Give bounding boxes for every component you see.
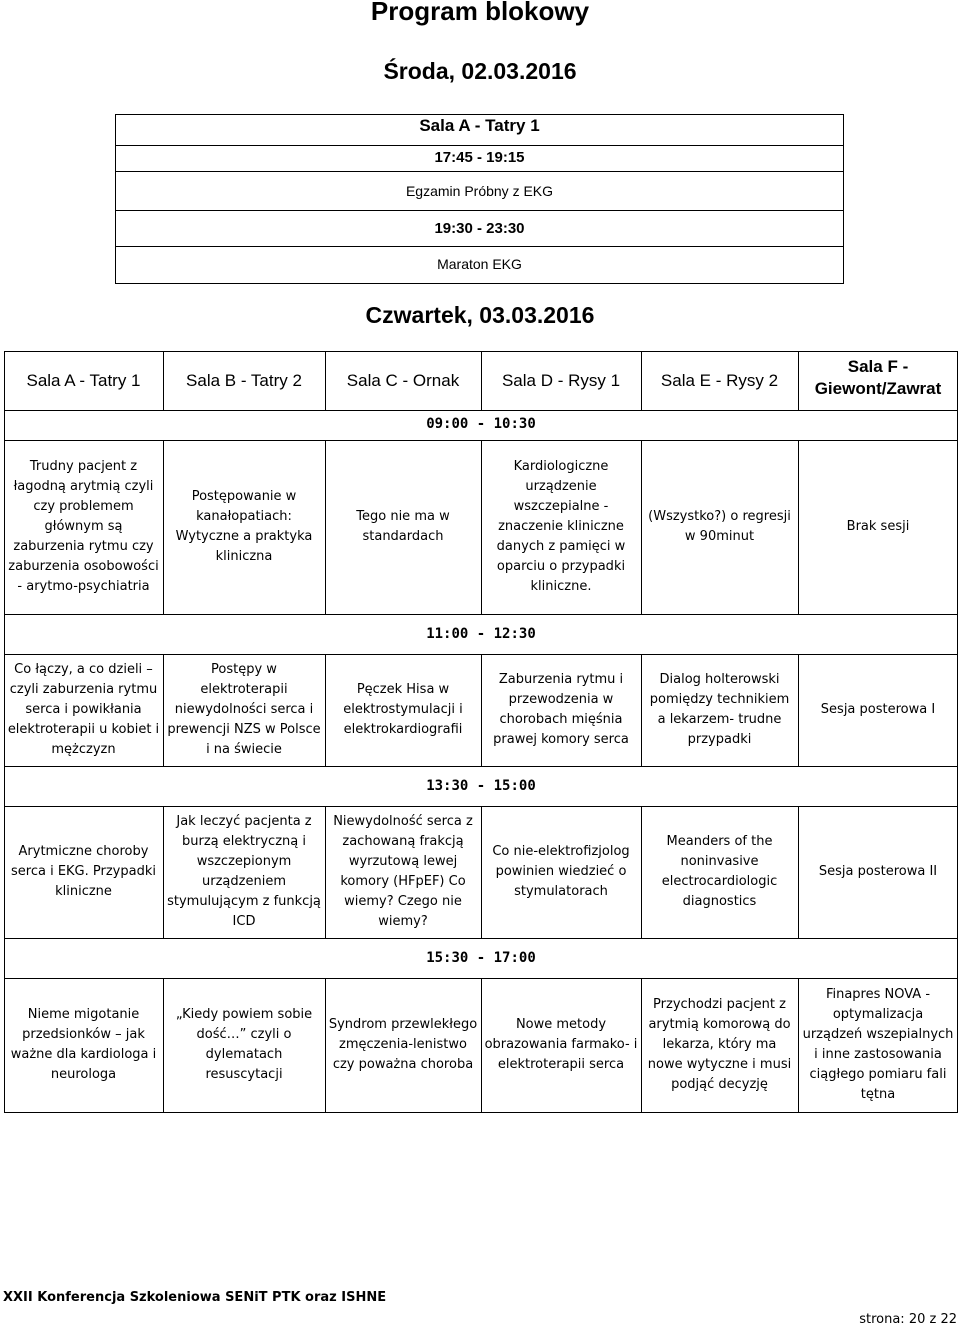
session-cell: (Wszystko?) o regresji w 90minut (648, 509, 791, 544)
column-divider (163, 351, 164, 410)
divider (116, 171, 843, 172)
session-cell: Trudny pacjent z łagodną arytmią czyli czy problemem głównym są zaburzenia rytmu czy zaburzenia osobowości - arytmo-psychiatria (8, 459, 159, 594)
day1-session-time: 19:30 - 23:30 (434, 220, 525, 237)
session-cell: „Kiedy powiem sobie dość…” czyli o dylematach resuscytacji (175, 1007, 313, 1082)
day1-session-time: 17:45 - 19:15 (434, 149, 525, 166)
session-cell: Sesja posterowa II (818, 864, 938, 879)
session-cell: Przychodzi pacjent z arytmią komorową do lekarza, który ma nowe wytyczne i musi podjąć decyzję (647, 997, 792, 1092)
column-divider (798, 806, 799, 938)
room-header: Sala D - Rysy 1 (501, 371, 621, 390)
time-slot-label: 13:30 - 15:00 (426, 778, 536, 794)
column-divider (325, 440, 326, 614)
divider (4, 614, 958, 615)
footer-page-number: strona: 20 z 22 (859, 1312, 957, 1327)
room-header: Sala A - Tatry 1 (26, 371, 141, 390)
footer-conference: XXII Konferencja Szkoleniowa SENiT PTK oraz ISHNE (3, 1290, 387, 1305)
column-divider (641, 440, 642, 614)
column-divider (163, 440, 164, 614)
session-cell: Brak sesji (846, 519, 910, 534)
column-divider (481, 654, 482, 766)
divider (4, 766, 958, 767)
time-slot-label: 11:00 - 12:30 (426, 626, 536, 642)
divider (116, 145, 843, 146)
day1-schedule-box (115, 114, 844, 284)
column-divider (325, 806, 326, 938)
column-divider (481, 806, 482, 938)
column-divider (481, 440, 482, 614)
column-divider (481, 351, 482, 410)
session-cell: Jak leczyć pacjenta z burzą elektryczną i wszczepionym urządzeniem stymulującym z funkcją ICD (167, 814, 321, 929)
column-divider (325, 654, 326, 766)
divider (116, 210, 843, 211)
session-cell: Co nie-elektrofizjolog powinien wiedzieć o stymulatorach (492, 844, 630, 899)
column-divider (798, 654, 799, 766)
time-slot-label: 09:00 - 10:30 (426, 416, 536, 432)
column-divider (641, 654, 642, 766)
session-cell: Finapres NOVA - optymalizacja urządzeń wszepialnych i inne zastosowania ciągłego pomiaru fali tętna (802, 987, 954, 1102)
column-divider (641, 351, 642, 410)
divider (116, 246, 843, 247)
session-cell: Sesja posterowa I (820, 702, 936, 717)
session-cell: Dialog holterowski pomiędzy technikiem a lekarzem- trudne przypadki (649, 672, 790, 747)
session-cell: Kardiologiczne urządzenie wszczepialne - znaczenie kliniczne danych z pamięci w oparciu o przypadki kliniczne. (496, 459, 626, 594)
column-divider (163, 806, 164, 938)
grid-border-bottom (4, 1112, 958, 1113)
room-header: Sala C - Ornak (346, 371, 460, 390)
column-divider (481, 978, 482, 1112)
day1-session-name: Egzamin Próbny z EKG (405, 183, 554, 199)
column-divider (798, 978, 799, 1112)
room-header: Sala E - Rysy 2 (660, 371, 779, 390)
divider (4, 938, 958, 939)
session-cell: Nieme migotanie przedsionków – jak ważne dla kardiologa i neurologa (10, 1007, 157, 1082)
session-cell: Tego nie ma w standardach (356, 509, 450, 544)
column-divider (163, 654, 164, 766)
session-cell: Arytmiczne choroby serca i EKG. Przypadki kliniczne (11, 844, 156, 899)
column-divider (325, 978, 326, 1112)
session-cell: Postępy w elektroterapii niewydolności serca i prewencji NZS w Polsce i na świecie (167, 662, 321, 757)
column-divider (798, 351, 799, 410)
column-divider (641, 806, 642, 938)
day1-room: Sala A - Tatry 1 (419, 116, 540, 135)
document-title: Program blokowy (370, 0, 590, 26)
room-header: Sala F - Giewont/Zawrat (814, 357, 942, 398)
column-divider (163, 978, 164, 1112)
session-cell: Syndrom przewlekłego zmęczenia-lenistwo czy poważna choroba (328, 1017, 478, 1072)
session-cell: Pęczek Hisa w elektrostymulacji i elektrokardiografii (343, 682, 463, 737)
session-cell: Nowe metody obrazowania farmako- i elektroterapii serca (484, 1017, 638, 1072)
session-cell: Co łączy, a co dzieli – czyli zaburzenia rytmu serca i powikłania elektroterapii u kobiet i mężczyzn (7, 662, 160, 757)
divider (4, 410, 958, 411)
column-divider (325, 351, 326, 410)
day1-date: Środa, 02.03.2016 (383, 58, 577, 84)
day2-date: Czwartek, 03.03.2016 (365, 302, 595, 328)
room-header: Sala B - Tatry 2 (186, 371, 302, 390)
session-cell: Postępowanie w kanałopatiach: Wytyczne a praktyka kliniczna (175, 489, 313, 564)
session-cell: Niewydolność serca z zachowaną frakcją wyrzutową lewej komory (HFpEF) Co wiemy? Czego nie wiemy? (333, 814, 473, 929)
time-slot-label: 15:30 - 17:00 (426, 950, 536, 966)
column-divider (641, 978, 642, 1112)
day1-session-name: Maraton EKG (437, 256, 522, 272)
session-cell: Zaburzenia rytmu i przewodzenia w chorobach mięśnia prawej komory serca (493, 672, 629, 747)
column-divider (798, 440, 799, 614)
session-cell: Meanders of the noninvasive electrocardiologic diagnostics (661, 834, 778, 909)
